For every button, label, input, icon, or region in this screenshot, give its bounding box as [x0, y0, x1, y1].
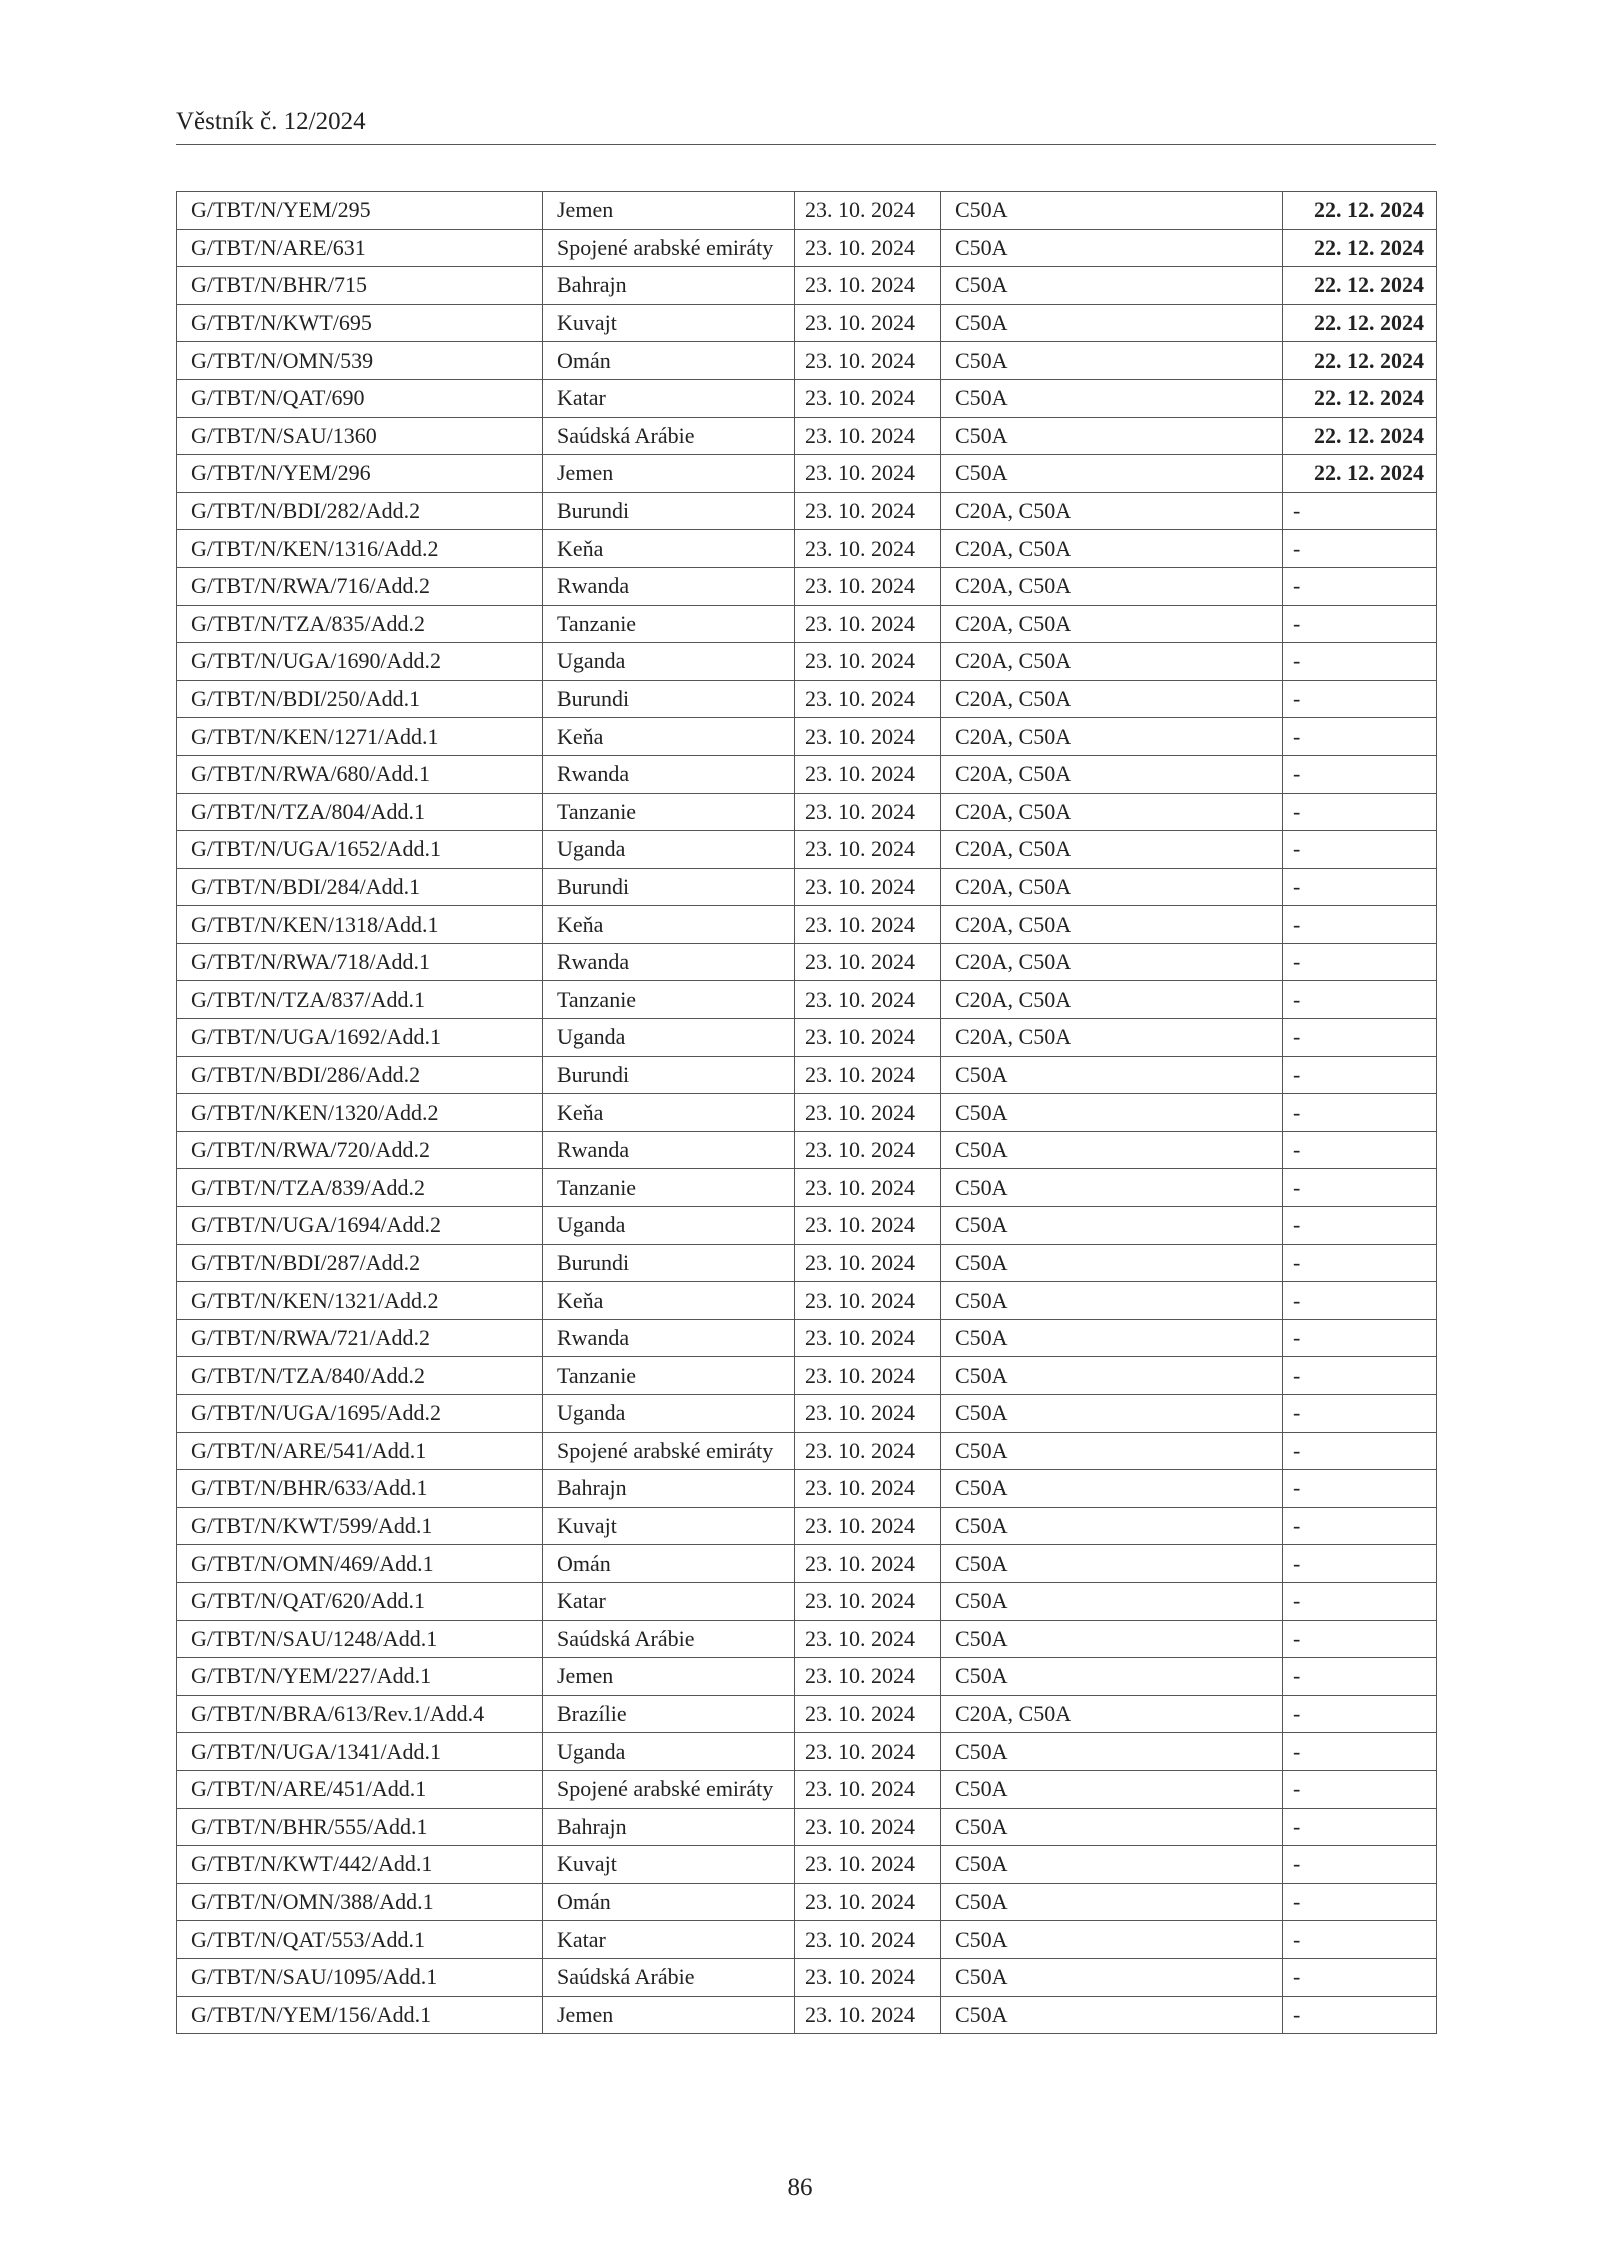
table-row [177, 643, 1437, 681]
date-cell: 23. 10. 2024 [795, 455, 941, 493]
date-cell: 23. 10. 2024 [795, 304, 941, 342]
document-symbol-cell: G/TBT/N/YEM/295 [177, 192, 543, 230]
country-cell: Omán [543, 342, 795, 380]
country-cell: Jemen [543, 455, 795, 493]
country-cell: Uganda [543, 643, 795, 681]
code-cell: C50A [941, 1733, 1283, 1771]
table-row [177, 1846, 1437, 1884]
code-cell: C50A [941, 1056, 1283, 1094]
date-cell: 23. 10. 2024 [795, 1921, 941, 1959]
table-body [177, 192, 1437, 2034]
deadline-cell: - [1283, 718, 1437, 756]
code-cell: C50A [941, 1658, 1283, 1696]
country-cell: Saúdská Arábie [543, 1620, 795, 1658]
date-cell: 23. 10. 2024 [795, 1019, 941, 1057]
deadline-cell: - [1283, 567, 1437, 605]
date-cell: 23. 10. 2024 [795, 1883, 941, 1921]
table-row [177, 379, 1437, 417]
deadline-cell: - [1283, 1131, 1437, 1169]
table-row [177, 906, 1437, 944]
code-cell: C20A, C50A [941, 718, 1283, 756]
date-cell: 23. 10. 2024 [795, 1244, 941, 1282]
code-cell: C50A [941, 1582, 1283, 1620]
table-row [177, 755, 1437, 793]
table-row [177, 718, 1437, 756]
deadline-cell: - [1283, 831, 1437, 869]
code-cell: C50A [941, 1432, 1283, 1470]
document-symbol-cell: G/TBT/N/UGA/1652/Add.1 [177, 831, 543, 869]
date-cell: 23. 10. 2024 [795, 605, 941, 643]
country-cell: Spojené arabské emiráty [543, 1432, 795, 1470]
country-cell: Uganda [543, 831, 795, 869]
document-symbol-cell: G/TBT/N/KEN/1320/Add.2 [177, 1094, 543, 1132]
date-cell: 23. 10. 2024 [795, 755, 941, 793]
document-symbol-cell: G/TBT/N/KEN/1321/Add.2 [177, 1282, 543, 1320]
date-cell: 23. 10. 2024 [795, 1620, 941, 1658]
country-cell: Kuvajt [543, 1846, 795, 1884]
document-symbol-cell: G/TBT/N/QAT/620/Add.1 [177, 1582, 543, 1620]
country-cell: Spojené arabské emiráty [543, 1770, 795, 1808]
deadline-cell: - [1283, 530, 1437, 568]
country-cell: Omán [543, 1545, 795, 1583]
deadline-cell: - [1283, 1996, 1437, 2034]
table-row [177, 1770, 1437, 1808]
deadline-cell: - [1283, 1883, 1437, 1921]
table-row [177, 1470, 1437, 1508]
deadline-cell: - [1283, 1733, 1437, 1771]
code-cell: C50A [941, 1169, 1283, 1207]
document-symbol-cell: G/TBT/N/KEN/1316/Add.2 [177, 530, 543, 568]
date-cell: 23. 10. 2024 [795, 492, 941, 530]
table-row [177, 793, 1437, 831]
code-cell: C20A, C50A [941, 831, 1283, 869]
table-row [177, 1733, 1437, 1771]
deadline-cell: - [1283, 1019, 1437, 1057]
document-symbol-cell: G/TBT/N/BHR/555/Add.1 [177, 1808, 543, 1846]
deadline-cell: - [1283, 1808, 1437, 1846]
country-cell: Tanzanie [543, 1169, 795, 1207]
code-cell: C20A, C50A [941, 492, 1283, 530]
code-cell: C20A, C50A [941, 567, 1283, 605]
document-symbol-cell: G/TBT/N/RWA/721/Add.2 [177, 1319, 543, 1357]
country-cell: Tanzanie [543, 1357, 795, 1395]
code-cell: C50A [941, 379, 1283, 417]
date-cell: 23. 10. 2024 [795, 1695, 941, 1733]
document-symbol-cell: G/TBT/N/KWT/695 [177, 304, 543, 342]
document-symbol-cell: G/TBT/N/UGA/1341/Add.1 [177, 1733, 543, 1771]
document-symbol-cell: G/TBT/N/TZA/837/Add.1 [177, 981, 543, 1019]
date-cell: 23. 10. 2024 [795, 1545, 941, 1583]
code-cell: C50A [941, 1319, 1283, 1357]
deadline-cell: - [1283, 1470, 1437, 1508]
code-cell: C50A [941, 1620, 1283, 1658]
date-cell: 23. 10. 2024 [795, 567, 941, 605]
date-cell: 23. 10. 2024 [795, 1808, 941, 1846]
table-row [177, 943, 1437, 981]
document-symbol-cell: G/TBT/N/KEN/1318/Add.1 [177, 906, 543, 944]
document-symbol-cell: G/TBT/N/RWA/680/Add.1 [177, 755, 543, 793]
document-symbol-cell: G/TBT/N/UGA/1692/Add.1 [177, 1019, 543, 1057]
code-cell: C20A, C50A [941, 943, 1283, 981]
table-row [177, 342, 1437, 380]
country-cell: Saúdská Arábie [543, 1958, 795, 1996]
code-cell: C50A [941, 1094, 1283, 1132]
date-cell: 23. 10. 2024 [795, 1207, 941, 1245]
document-symbol-cell: G/TBT/N/ARE/541/Add.1 [177, 1432, 543, 1470]
deadline-cell: 22. 12. 2024 [1283, 192, 1437, 230]
code-cell: C20A, C50A [941, 793, 1283, 831]
date-cell: 23. 10. 2024 [795, 192, 941, 230]
country-cell: Bahrajn [543, 1808, 795, 1846]
table-row [177, 831, 1437, 869]
table-row [177, 1169, 1437, 1207]
document-symbol-cell: G/TBT/N/UGA/1694/Add.2 [177, 1207, 543, 1245]
deadline-cell: - [1283, 643, 1437, 681]
country-cell: Rwanda [543, 1131, 795, 1169]
table-row [177, 1019, 1437, 1057]
date-cell: 23. 10. 2024 [795, 906, 941, 944]
deadline-cell: 22. 12. 2024 [1283, 229, 1437, 267]
date-cell: 23. 10. 2024 [795, 981, 941, 1019]
table-row [177, 1357, 1437, 1395]
date-cell: 23. 10. 2024 [795, 530, 941, 568]
country-cell: Keňa [543, 906, 795, 944]
document-symbol-cell: G/TBT/N/UGA/1690/Add.2 [177, 643, 543, 681]
table-row [177, 1582, 1437, 1620]
country-cell: Keňa [543, 1282, 795, 1320]
code-cell: C50A [941, 1958, 1283, 1996]
code-cell: C50A [941, 1996, 1283, 2034]
deadline-cell: - [1283, 680, 1437, 718]
document-symbol-cell: G/TBT/N/ARE/631 [177, 229, 543, 267]
table-row [177, 1620, 1437, 1658]
deadline-cell: - [1283, 1319, 1437, 1357]
code-cell: C50A [941, 267, 1283, 305]
country-cell: Keňa [543, 1094, 795, 1132]
code-cell: C50A [941, 229, 1283, 267]
deadline-cell: 22. 12. 2024 [1283, 379, 1437, 417]
code-cell: C50A [941, 1921, 1283, 1959]
table-row [177, 1244, 1437, 1282]
document-symbol-cell: G/TBT/N/BDI/287/Add.2 [177, 1244, 543, 1282]
deadline-cell: - [1283, 1207, 1437, 1245]
document-symbol-cell: G/TBT/N/BHR/633/Add.1 [177, 1470, 543, 1508]
date-cell: 23. 10. 2024 [795, 1770, 941, 1808]
country-cell: Katar [543, 379, 795, 417]
document-symbol-cell: G/TBT/N/BDI/284/Add.1 [177, 868, 543, 906]
date-cell: 23. 10. 2024 [795, 868, 941, 906]
deadline-cell: - [1283, 605, 1437, 643]
table-row [177, 267, 1437, 305]
document-symbol-cell: G/TBT/N/TZA/840/Add.2 [177, 1357, 543, 1395]
deadline-cell: - [1283, 1169, 1437, 1207]
country-cell: Uganda [543, 1733, 795, 1771]
date-cell: 23. 10. 2024 [795, 1507, 941, 1545]
country-cell: Burundi [543, 868, 795, 906]
deadline-cell: - [1283, 868, 1437, 906]
code-cell: C20A, C50A [941, 981, 1283, 1019]
notification-table [176, 191, 1437, 2034]
date-cell: 23. 10. 2024 [795, 1582, 941, 1620]
country-cell: Burundi [543, 492, 795, 530]
date-cell: 23. 10. 2024 [795, 1282, 941, 1320]
deadline-cell: 22. 12. 2024 [1283, 342, 1437, 380]
table-row [177, 1507, 1437, 1545]
code-cell: C20A, C50A [941, 680, 1283, 718]
country-cell: Jemen [543, 192, 795, 230]
table-row [177, 1695, 1437, 1733]
country-cell: Tanzanie [543, 981, 795, 1019]
country-cell: Rwanda [543, 1319, 795, 1357]
country-cell: Jemen [543, 1658, 795, 1696]
country-cell: Uganda [543, 1019, 795, 1057]
table-row [177, 229, 1437, 267]
country-cell: Rwanda [543, 943, 795, 981]
document-symbol-cell: G/TBT/N/ARE/451/Add.1 [177, 1770, 543, 1808]
code-cell: C20A, C50A [941, 1019, 1283, 1057]
date-cell: 23. 10. 2024 [795, 718, 941, 756]
deadline-cell: - [1283, 1582, 1437, 1620]
country-cell: Rwanda [543, 567, 795, 605]
date-cell: 23. 10. 2024 [795, 342, 941, 380]
deadline-cell: - [1283, 1395, 1437, 1433]
code-cell: C20A, C50A [941, 530, 1283, 568]
table-row [177, 1395, 1437, 1433]
deadline-cell: 22. 12. 2024 [1283, 304, 1437, 342]
code-cell: C50A [941, 1131, 1283, 1169]
deadline-cell: - [1283, 1432, 1437, 1470]
document-symbol-cell: G/TBT/N/QAT/690 [177, 379, 543, 417]
date-cell: 23. 10. 2024 [795, 229, 941, 267]
country-cell: Keňa [543, 530, 795, 568]
deadline-cell: - [1283, 1695, 1437, 1733]
document-symbol-cell: G/TBT/N/KWT/442/Add.1 [177, 1846, 543, 1884]
code-cell: C20A, C50A [941, 906, 1283, 944]
deadline-cell: - [1283, 943, 1437, 981]
table-row [177, 605, 1437, 643]
date-cell: 23. 10. 2024 [795, 417, 941, 455]
document-symbol-cell: G/TBT/N/OMN/539 [177, 342, 543, 380]
country-cell: Omán [543, 1883, 795, 1921]
code-cell: C50A [941, 1808, 1283, 1846]
table-row [177, 1432, 1437, 1470]
code-cell: C50A [941, 1470, 1283, 1508]
table-row [177, 1056, 1437, 1094]
date-cell: 23. 10. 2024 [795, 793, 941, 831]
document-symbol-cell: G/TBT/N/TZA/835/Add.2 [177, 605, 543, 643]
date-cell: 23. 10. 2024 [795, 1056, 941, 1094]
date-cell: 23. 10. 2024 [795, 379, 941, 417]
deadline-cell: - [1283, 1921, 1437, 1959]
table-row [177, 680, 1437, 718]
table-row [177, 455, 1437, 493]
date-cell: 23. 10. 2024 [795, 680, 941, 718]
document-symbol-cell: G/TBT/N/TZA/839/Add.2 [177, 1169, 543, 1207]
table-row [177, 417, 1437, 455]
code-cell: C20A, C50A [941, 605, 1283, 643]
deadline-cell: 22. 12. 2024 [1283, 267, 1437, 305]
table-row [177, 1319, 1437, 1357]
deadline-cell: 22. 12. 2024 [1283, 417, 1437, 455]
deadline-cell: - [1283, 1658, 1437, 1696]
date-cell: 23. 10. 2024 [795, 1996, 941, 2034]
page-header: Věstník č. 12/2024 [176, 108, 1436, 145]
date-cell: 23. 10. 2024 [795, 1094, 941, 1132]
deadline-cell: - [1283, 1507, 1437, 1545]
deadline-cell: - [1283, 1620, 1437, 1658]
code-cell: C50A [941, 1883, 1283, 1921]
document-symbol-cell: G/TBT/N/SAU/1248/Add.1 [177, 1620, 543, 1658]
deadline-cell: 22. 12. 2024 [1283, 455, 1437, 493]
country-cell: Katar [543, 1582, 795, 1620]
country-cell: Keňa [543, 718, 795, 756]
country-cell: Katar [543, 1921, 795, 1959]
country-cell: Uganda [543, 1207, 795, 1245]
code-cell: C50A [941, 1395, 1283, 1433]
table-row [177, 1282, 1437, 1320]
deadline-cell: - [1283, 793, 1437, 831]
deadline-cell: - [1283, 755, 1437, 793]
document-symbol-cell: G/TBT/N/YEM/227/Add.1 [177, 1658, 543, 1696]
country-cell: Jemen [543, 1996, 795, 2034]
country-cell: Burundi [543, 1244, 795, 1282]
date-cell: 23. 10. 2024 [795, 1169, 941, 1207]
deadline-cell: - [1283, 1357, 1437, 1395]
date-cell: 23. 10. 2024 [795, 643, 941, 681]
code-cell: C50A [941, 342, 1283, 380]
document-symbol-cell: G/TBT/N/SAU/1360 [177, 417, 543, 455]
date-cell: 23. 10. 2024 [795, 1958, 941, 1996]
code-cell: C50A [941, 1207, 1283, 1245]
deadline-cell: - [1283, 981, 1437, 1019]
date-cell: 23. 10. 2024 [795, 1357, 941, 1395]
document-symbol-cell: G/TBT/N/RWA/720/Add.2 [177, 1131, 543, 1169]
document-symbol-cell: G/TBT/N/OMN/388/Add.1 [177, 1883, 543, 1921]
table-row [177, 192, 1437, 230]
country-cell: Kuvajt [543, 304, 795, 342]
document-symbol-cell: G/TBT/N/BDI/282/Add.2 [177, 492, 543, 530]
code-cell: C20A, C50A [941, 1695, 1283, 1733]
deadline-cell: - [1283, 492, 1437, 530]
code-cell: C20A, C50A [941, 868, 1283, 906]
date-cell: 23. 10. 2024 [795, 831, 941, 869]
code-cell: C50A [941, 1357, 1283, 1395]
code-cell: C50A [941, 304, 1283, 342]
table-row [177, 1658, 1437, 1696]
document-symbol-cell: G/TBT/N/UGA/1695/Add.2 [177, 1395, 543, 1433]
deadline-cell: - [1283, 1770, 1437, 1808]
document-symbol-cell: G/TBT/N/TZA/804/Add.1 [177, 793, 543, 831]
page-number: 86 [787, 2174, 813, 2201]
code-cell: C50A [941, 1846, 1283, 1884]
date-cell: 23. 10. 2024 [795, 1470, 941, 1508]
document-symbol-cell: G/TBT/N/BDI/286/Add.2 [177, 1056, 543, 1094]
country-cell: Uganda [543, 1395, 795, 1433]
code-cell: C50A [941, 1244, 1283, 1282]
deadline-cell: - [1283, 1846, 1437, 1884]
country-cell: Bahrajn [543, 267, 795, 305]
table-row [177, 1207, 1437, 1245]
document-symbol-cell: G/TBT/N/YEM/296 [177, 455, 543, 493]
table-row [177, 1131, 1437, 1169]
table-row [177, 1958, 1437, 1996]
country-cell: Spojené arabské emiráty [543, 229, 795, 267]
code-cell: C20A, C50A [941, 755, 1283, 793]
date-cell: 23. 10. 2024 [795, 1131, 941, 1169]
country-cell: Burundi [543, 680, 795, 718]
date-cell: 23. 10. 2024 [795, 1432, 941, 1470]
country-cell: Rwanda [543, 755, 795, 793]
date-cell: 23. 10. 2024 [795, 1846, 941, 1884]
document-symbol-cell: G/TBT/N/QAT/553/Add.1 [177, 1921, 543, 1959]
code-cell: C50A [941, 1282, 1283, 1320]
table-row [177, 1094, 1437, 1132]
table-row [177, 981, 1437, 1019]
document-symbol-cell: G/TBT/N/BDI/250/Add.1 [177, 680, 543, 718]
code-cell: C50A [941, 417, 1283, 455]
deadline-cell: - [1283, 1958, 1437, 1996]
table-row [177, 1545, 1437, 1583]
code-cell: C50A [941, 455, 1283, 493]
table-row [177, 1921, 1437, 1959]
code-cell: C50A [941, 1507, 1283, 1545]
deadline-cell: - [1283, 1244, 1437, 1282]
document-symbol-cell: G/TBT/N/YEM/156/Add.1 [177, 1996, 543, 2034]
country-cell: Burundi [543, 1056, 795, 1094]
country-cell: Bahrajn [543, 1470, 795, 1508]
table-row [177, 868, 1437, 906]
date-cell: 23. 10. 2024 [795, 1658, 941, 1696]
document-symbol-cell: G/TBT/N/KEN/1271/Add.1 [177, 718, 543, 756]
deadline-cell: - [1283, 1056, 1437, 1094]
date-cell: 23. 10. 2024 [795, 267, 941, 305]
deadline-cell: - [1283, 1545, 1437, 1583]
table-row [177, 567, 1437, 605]
date-cell: 23. 10. 2024 [795, 943, 941, 981]
date-cell: 23. 10. 2024 [795, 1319, 941, 1357]
table-row [177, 1883, 1437, 1921]
document-symbol-cell: G/TBT/N/OMN/469/Add.1 [177, 1545, 543, 1583]
code-cell: C50A [941, 192, 1283, 230]
table-row [177, 1808, 1437, 1846]
code-cell: C50A [941, 1770, 1283, 1808]
country-cell: Kuvajt [543, 1507, 795, 1545]
code-cell: C20A, C50A [941, 643, 1283, 681]
table-row [177, 304, 1437, 342]
document-symbol-cell: G/TBT/N/RWA/718/Add.1 [177, 943, 543, 981]
date-cell: 23. 10. 2024 [795, 1395, 941, 1433]
document-symbol-cell: G/TBT/N/SAU/1095/Add.1 [177, 1958, 543, 1996]
deadline-cell: - [1283, 1282, 1437, 1320]
table-row [177, 492, 1437, 530]
country-cell: Tanzanie [543, 605, 795, 643]
table-row [177, 530, 1437, 568]
document-symbol-cell: G/TBT/N/KWT/599/Add.1 [177, 1507, 543, 1545]
country-cell: Tanzanie [543, 793, 795, 831]
document-symbol-cell: G/TBT/N/RWA/716/Add.2 [177, 567, 543, 605]
deadline-cell: - [1283, 906, 1437, 944]
document-symbol-cell: G/TBT/N/BHR/715 [177, 267, 543, 305]
table-row [177, 1996, 1437, 2034]
code-cell: C50A [941, 1545, 1283, 1583]
document-symbol-cell: G/TBT/N/BRA/613/Rev.1/Add.4 [177, 1695, 543, 1733]
country-cell: Brazílie [543, 1695, 795, 1733]
deadline-cell: - [1283, 1094, 1437, 1132]
country-cell: Saúdská Arábie [543, 417, 795, 455]
date-cell: 23. 10. 2024 [795, 1733, 941, 1771]
